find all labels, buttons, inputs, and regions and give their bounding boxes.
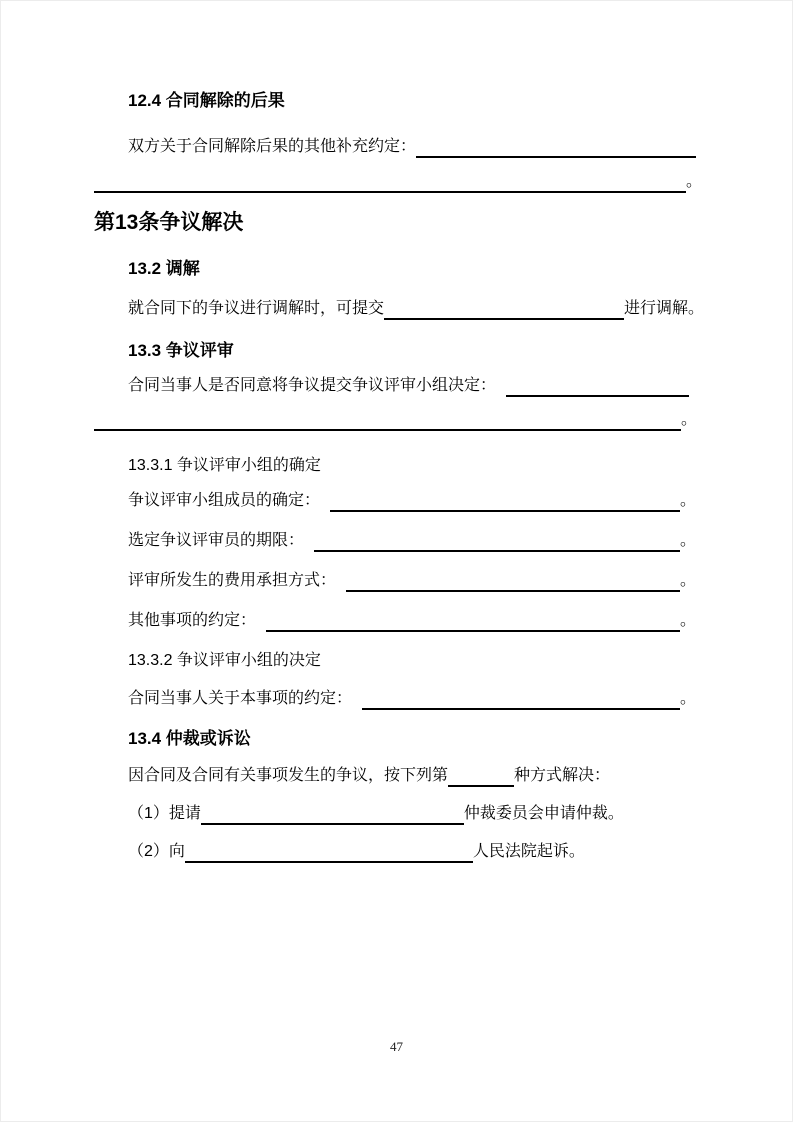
blank-field [94, 412, 681, 431]
fill-line-label: 其他事项的约定： [128, 612, 257, 629]
fill-line-suffix: 仲裁委员会申请仲裁。 [463, 805, 624, 822]
blank-field [448, 768, 514, 787]
blank-field [384, 301, 624, 320]
fill-line-label: 争议评审小组成员的确定： [128, 492, 321, 509]
fill-line-panel-members [128, 489, 696, 512]
fill-line-prefix: （2）向 [128, 843, 185, 860]
fill-line-supplement [128, 135, 696, 158]
fill-line-reviewer-deadline [128, 529, 696, 552]
fill-line-other-matters [128, 609, 696, 632]
blank-field [362, 691, 680, 710]
blank-field [94, 174, 686, 193]
fill-line-supplement-continuation [94, 170, 702, 193]
section-heading-13-3-2: 13.3.2 争议评审小组的决定 [128, 652, 321, 669]
fill-line-suffix: 人民法院起诉。 [472, 843, 585, 860]
fill-line-prefix: 因合同及合同有关事项发生的争议，按下列第 [128, 767, 449, 784]
fill-line-period: 。 [680, 411, 697, 428]
fill-line-label: 合同当事人是否同意将争议提交争议评审小组决定： [128, 377, 497, 394]
section-heading-12-4: 12.4 合同解除的后果 [128, 91, 285, 110]
section-heading-13-3: 13.3 争议评审 [128, 341, 234, 360]
fill-line-resolution-method [128, 764, 610, 787]
blank-field [506, 378, 689, 397]
fill-line-period: 。 [685, 173, 702, 190]
fill-line-suffix: 种方式解决： [514, 767, 611, 784]
blank-field [201, 806, 464, 825]
blank-field [330, 493, 680, 512]
section-heading-13-3-1: 13.3.1 争议评审小组的确定 [128, 457, 321, 474]
blank-field [314, 533, 680, 552]
fill-line-review-consent-continuation [94, 408, 697, 431]
fill-line-cost-bearing [128, 569, 696, 592]
fill-line-prefix: （1）提请 [128, 805, 201, 822]
fill-line-mediation [128, 297, 704, 320]
fill-line-period: 。 [679, 532, 696, 549]
fill-line-period: 。 [679, 612, 696, 629]
fill-line-period: 。 [679, 690, 696, 707]
fill-line-suffix: 进行调解。 [623, 300, 704, 317]
blank-field [346, 573, 680, 592]
fill-line-label: 评审所发生的费用承担方式： [128, 572, 337, 589]
fill-line-period: 。 [679, 572, 696, 589]
section-heading-13-2: 13.2 调解 [128, 259, 200, 278]
article-heading-13: 第13条争议解决 [94, 211, 244, 234]
fill-line-period: 。 [679, 492, 696, 509]
fill-line-arbitration-option [128, 802, 624, 825]
page-number: 47 [390, 1039, 403, 1054]
fill-line-label: 选定争议评审员的期限： [128, 532, 305, 549]
fill-line-label: 合同当事人关于本事项的约定： [128, 690, 353, 707]
fill-line-panel-decision [128, 687, 696, 710]
blank-field [185, 844, 473, 863]
section-heading-13-4: 13.4 仲裁或诉讼 [128, 729, 251, 748]
fill-line-prefix: 就合同下的争议进行调解时，可提交 [128, 300, 385, 317]
fill-line-review-consent [128, 374, 689, 397]
fill-line-litigation-option [128, 840, 585, 863]
blank-field [416, 139, 696, 158]
blank-field [266, 613, 680, 632]
fill-line-label: 双方关于合同解除后果的其他补充约定： [128, 138, 417, 155]
